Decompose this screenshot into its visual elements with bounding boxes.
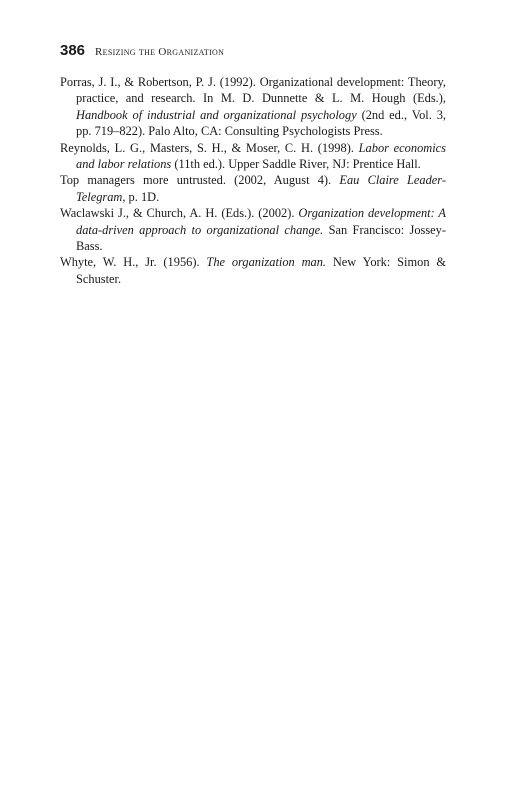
reference-title: Labor economics and labor relations (76, 140, 446, 172)
reference-title: The organization man. (206, 255, 327, 270)
reference-title: Eau Claire Leader-Telegram, (76, 173, 446, 204)
reference-title: Handbook of industrial and organizational psychology (76, 107, 357, 122)
reference-entry (60, 254, 446, 287)
reference-text: Porras, J. I., & Robertson, P. J. (1992). Organizational development: Theory, practice, and research. In M. D. Dunnette & L. M. Hough (Eds.), (60, 75, 446, 106)
reference-text: San Francisco: Jossey-Bass. (76, 222, 446, 254)
reference-entry (60, 205, 446, 254)
reference-text: Waclawski J., & Church, A. H. (Eds.). (2002). (60, 206, 299, 221)
reference-entry (60, 172, 446, 205)
reference-entry (60, 74, 446, 140)
reference-text: Top managers more untrusted. (2002, August 4). (60, 173, 340, 188)
reference-text: p. 1D. (125, 189, 160, 204)
reference-text: Whyte, W. H., Jr. (1956). (60, 255, 207, 270)
running-head (60, 42, 224, 59)
reference-list (60, 74, 446, 287)
reference-text: Reynolds, L. G., Masters, S. H., & Moser, C. H. (1998). (60, 140, 359, 155)
page-number: 386 (60, 42, 86, 59)
reference-text: (2nd ed., Vol. 3, pp. 719–822). Palo Alto, CA: Consulting Psychologists Press. (76, 107, 446, 139)
reference-text: New York: Simon & Schuster. (76, 255, 446, 286)
book-title: Resizing the Organization (95, 46, 225, 58)
reference-text: (11th ed.). Upper Saddle River, NJ: Prentice Hall. (171, 157, 421, 172)
reference-entry (60, 140, 446, 173)
reference-title: Organization development: A data-driven approach to organizational change. (76, 206, 446, 237)
